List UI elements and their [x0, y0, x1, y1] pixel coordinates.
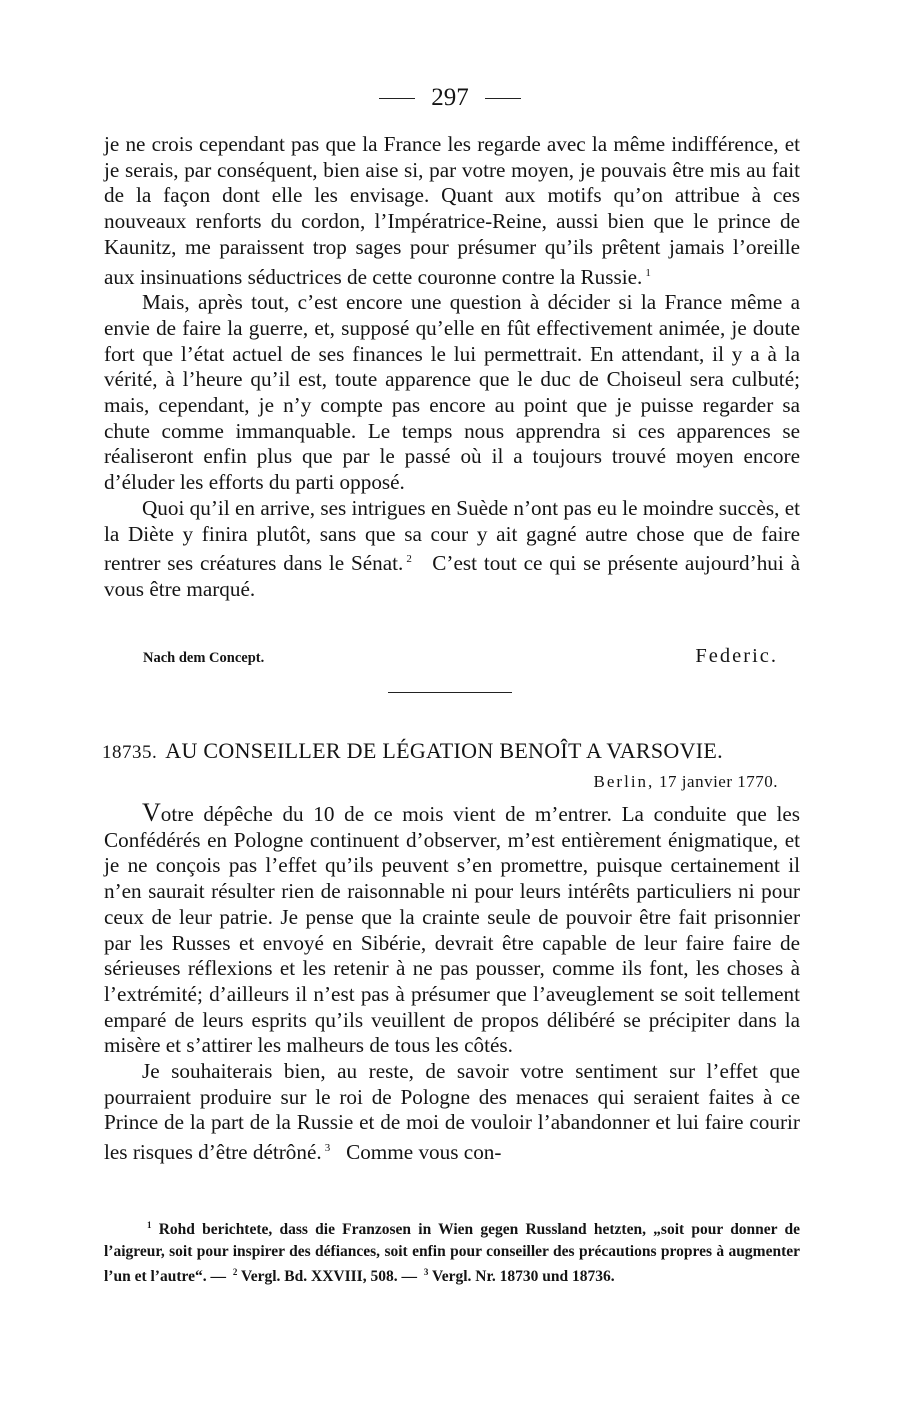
footnote-mark: 3 — [324, 1142, 331, 1155]
footnotes — [104, 1215, 800, 1288]
paragraph: Mais, après tout, c’est encore une question à décider si la France même a envie de faire la guerre, et, supposé qu’elle en fût effectivement animée, je doute fort que l’état actuel de ses finances le lui permettrait. En attendant, il y a à la vérité, à l’heure qu’il est, toute apparence que le duc de Choiseul sera culbuté; mais, cependant, je n’y compte pas encore au point que je puisse regarder sa chute comme immanquable. Le temps nous apprendra si ces apparences se réaliseront enfin plus que par le passé où il a toujours trouvé moyen encore d’éluder les efforts du parti opposé. — [104, 290, 800, 495]
date-place: Berlin, — [593, 772, 655, 791]
date: 17 janvier 1770. — [659, 772, 778, 791]
letter-title: AU CONSEILLER DE LÉGATION BENOÎT A VARSOVIE. — [165, 738, 723, 763]
footnote-mark: 2 — [232, 1267, 238, 1277]
letter-number: 18735. — [102, 742, 158, 763]
paragraph: Quoi qu’il en arrive, ses intrigues en Suède n’ont pas eu le moindre succès, et la Diète y finira plutôt, sans que sa cour y ait gagné autre chose que de faire rentrer ses créatures dans le Sénat. $^2$ C’est tout ce qui se présente aujourd’hui à vous être marqué. — [104, 495, 800, 601]
paragraph: je ne crois cependant pas que la France les regarde avec la même indifférence, et je serais, par conséquent, bien aise si, par votre moyen, je pouvais être mis au fait de la façon dont elle les envisage. Quant aux motifs qu’on attribue à ces nouveaux renforts du cordon, l’Impératrice-Reine, aussi bien que le prince de Kaunitz, me paraissent trop sages pour présumer qu’ils prêtent jamais l’oreille aux insinuations séductrices de cette couronne contre la Russie. $^1$ — [104, 132, 800, 289]
page-number-dash-left — [379, 98, 415, 99]
footnote-3: Vergl. Nr. 18730 und 18736. — [431, 1268, 615, 1285]
letter-heading — [102, 738, 802, 764]
footnote-1: Rohd berichtete, dass die Franzosen in Wien gegen Russland hetzten, „soit pour donner de l’aigreur, soit pour inspirer des défiances, soit enfin pour conseiller des précautions propres à augmenter l’un et l’autre“. — — [104, 1221, 800, 1285]
footnote-mark: 2 — [406, 553, 412, 566]
closing-row — [143, 645, 778, 668]
section-divider — [388, 692, 512, 693]
page-number-dash-right — [485, 98, 521, 99]
signature: Federic. — [695, 645, 778, 667]
page-number: 297 — [431, 84, 469, 111]
dateline — [594, 772, 778, 792]
footnote-mark: 1 — [645, 266, 651, 279]
paragraph: Je souhaiterais bien, au reste, de savoir votre sentiment sur l’effet que pourraient produire sur le roi de Pologne des menaces qui seraient faites à ce Prince de la part de la Russie et de moi de vouloir l’abandonner et lui faire courir les risques d’être détrôné. $^3$ Comme vous con- — [104, 1059, 800, 1165]
previous-letter-text — [104, 132, 800, 603]
initial-letter: V — [142, 798, 161, 827]
paragraph: Votre dépêche du 10 de ce mois vient de m’entrer. La conduite que les Confédérés en Pologne continuent d’observer, m’est entièrement énigmatique, et je ne conçois pas l’effet qu’ils peuvent s’en promettre, puisque certainement il n’en saurait résulter rien de raisonnable ni pour leurs intérêts particuliers ni pour ceux de leur patrie. Je pense que la crainte seule de pouvoir être fait prisonnier par les Russes et envoyé en Sibérie, devrait être capable de leur faire faire de sérieuses réflexions et les retenir à ne pas pousser, comme ils font, les choses à l’extrémité; d’ailleurs il n’est pas à présumer que l’aveuglement se soit tellement emparé de leurs esprits qu’ils veuillent de propos délibéré se précipiter dans la misère et s’attirer les malheurs de tous les côtés. — [104, 798, 800, 1058]
footnote-mark: 1 — [147, 1220, 152, 1230]
page-number-line — [0, 84, 900, 112]
footnote-2: Vergl. Bd. XXVIII, 508. — — [240, 1268, 417, 1285]
letter-body — [104, 800, 800, 1166]
footnote-mark: 3 — [423, 1267, 429, 1277]
source-note: Nach dem Concept. — [143, 650, 265, 666]
